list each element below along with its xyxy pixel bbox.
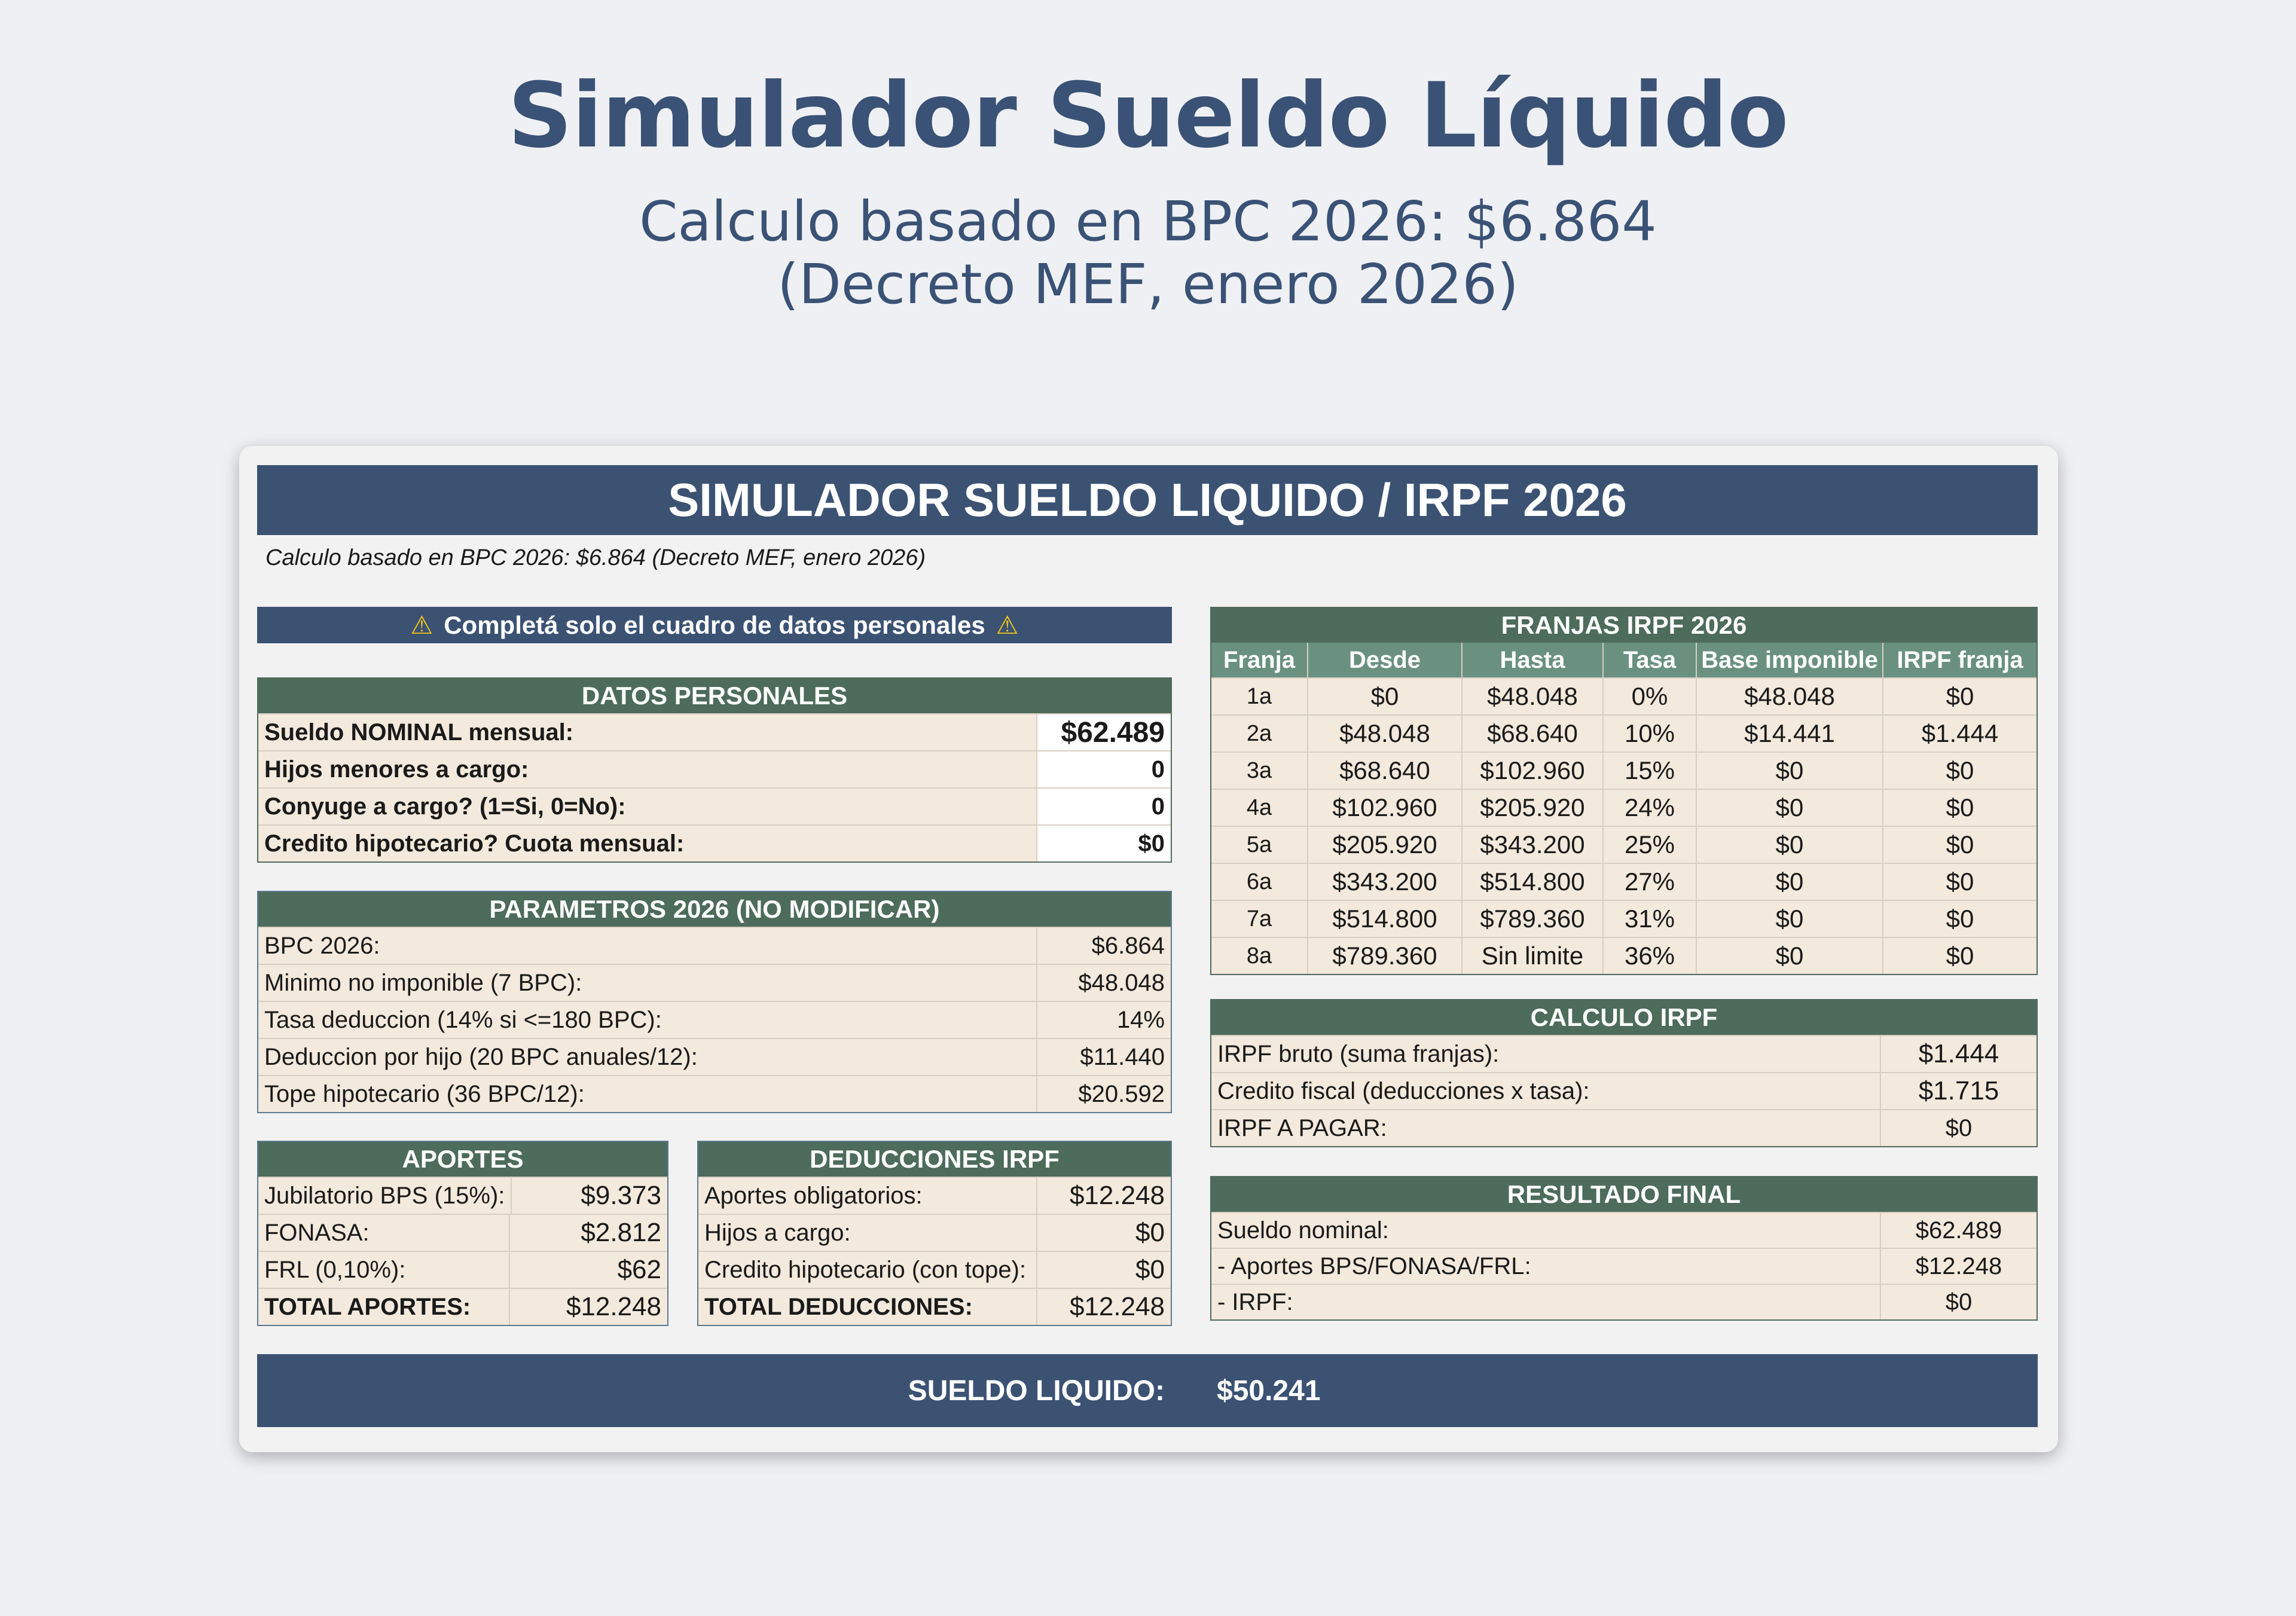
row-label: IRPF bruto (suma franjas): xyxy=(1217,1040,1500,1067)
row-value: $12.248 xyxy=(1880,1249,2037,1284)
page-subtitle-line2: (Decreto MEF, enero 2026) xyxy=(777,252,1519,316)
table-row xyxy=(258,750,1171,787)
franjas-section xyxy=(1210,607,2038,975)
row-value: $1.715 xyxy=(1880,1073,2037,1109)
franja-cell: $48.048 xyxy=(1696,679,1882,714)
table-row xyxy=(258,1001,1171,1038)
franja-cell: $102.960 xyxy=(1461,753,1602,789)
row-label: TOTAL DEDUCCIONES: xyxy=(704,1293,973,1320)
table-row xyxy=(1211,1284,2037,1319)
franja-cell: 2a xyxy=(1246,720,1272,746)
franja-cell: 27% xyxy=(1602,864,1696,900)
column-header: IRPF franja xyxy=(1882,643,2037,677)
franja-cell: $0 xyxy=(1882,827,2037,863)
row-label: Hijos a cargo: xyxy=(704,1219,851,1246)
parametros-title: PARAMETROS 2026 (NO MODIFICAR) xyxy=(258,892,1171,927)
franja-cell: 4a xyxy=(1246,795,1272,820)
datos-personales-section xyxy=(257,677,1172,863)
franja-cell: $68.640 xyxy=(1461,716,1602,752)
table-row xyxy=(1211,1212,2037,1248)
franja-cell: $205.920 xyxy=(1307,827,1461,863)
row-value: $2.812 xyxy=(509,1215,667,1251)
table-row xyxy=(258,1288,667,1325)
column-header: Hasta xyxy=(1461,643,1602,677)
franjas-title: FRANJAS IRPF 2026 xyxy=(1211,608,2037,643)
row-label: Credito hipotecario (con tope): xyxy=(704,1256,1027,1283)
warning-banner xyxy=(257,607,1172,643)
row-value: $12.248 xyxy=(1036,1289,1171,1325)
franja-row xyxy=(1211,826,2037,863)
warning-icon: ⚠ xyxy=(996,611,1019,639)
franja-cell: $514.800 xyxy=(1307,901,1461,937)
franja-cell: 15% xyxy=(1602,753,1696,789)
franja-cell: $102.960 xyxy=(1307,790,1461,826)
table-row xyxy=(1211,1035,2037,1072)
aportes-title: APORTES xyxy=(258,1142,667,1177)
column-header: Desde xyxy=(1307,643,1461,677)
franja-cell: $0 xyxy=(1882,864,2037,900)
franja-row xyxy=(1211,752,2037,789)
franja-cell: $0 xyxy=(1882,938,2037,974)
row-value: $0 xyxy=(1880,1285,2037,1319)
row-label: BPC 2026: xyxy=(264,932,380,959)
row-value: $48.048 xyxy=(1036,965,1171,1001)
franja-cell: $48.048 xyxy=(1461,679,1602,714)
calculo-irpf-section xyxy=(1210,999,2038,1147)
franja-row xyxy=(1211,937,2037,974)
row-label: - Aportes BPS/FONASA/FRL: xyxy=(1217,1253,1531,1279)
franja-cell: 6a xyxy=(1246,869,1272,894)
row-label: FONASA: xyxy=(264,1219,370,1246)
franja-cell: $68.640 xyxy=(1307,753,1461,789)
franja-cell: $343.200 xyxy=(1461,827,1602,863)
calculo-irpf-title: CALCULO IRPF xyxy=(1211,1000,2037,1035)
franja-cell: $0 xyxy=(1307,679,1461,714)
franjas-body xyxy=(1211,677,2037,974)
franja-cell: 3a xyxy=(1246,757,1272,783)
row-value: $12.248 xyxy=(509,1289,667,1325)
row-value: $20.592 xyxy=(1036,1076,1171,1112)
table-row xyxy=(698,1177,1171,1214)
franja-cell: $0 xyxy=(1696,938,1882,974)
row-value: $0 xyxy=(1036,1215,1171,1251)
row-label: Sueldo NOMINAL mensual: xyxy=(264,719,574,746)
row-label: Aportes obligatorios: xyxy=(704,1182,923,1209)
sueldo-nominal-input[interactable]: $62.489 xyxy=(1036,714,1171,750)
row-value: $11.440 xyxy=(1036,1039,1171,1075)
franja-row xyxy=(1211,900,2037,937)
warning-icon: ⚠ xyxy=(410,611,433,639)
sheet-note: Calculo basado en BPC 2026: $6.864 (Decreto MEF, enero 2026) xyxy=(265,545,926,570)
franja-cell: Sin limite xyxy=(1461,938,1602,974)
franja-cell: $0 xyxy=(1882,790,2037,826)
row-value: $62 xyxy=(509,1252,667,1288)
row-label: - IRPF: xyxy=(1217,1288,1293,1315)
franja-cell: 8a xyxy=(1246,943,1272,969)
row-label: Credito fiscal (deducciones x tasa): xyxy=(1217,1077,1590,1104)
row-label: IRPF A PAGAR: xyxy=(1217,1114,1387,1141)
row-value: $0 xyxy=(1036,1252,1171,1288)
row-label: Sueldo nominal: xyxy=(1217,1217,1389,1244)
hipotecario-input[interactable]: $0 xyxy=(1036,826,1171,862)
row-value: $0 xyxy=(1880,1110,2037,1146)
row-value: 14% xyxy=(1036,1002,1171,1038)
franja-row xyxy=(1211,714,2037,752)
franja-cell: $0 xyxy=(1882,753,2037,789)
franja-cell: 36% xyxy=(1602,938,1696,974)
table-row xyxy=(1211,1248,2037,1284)
franja-cell: $0 xyxy=(1696,827,1882,863)
franja-cell: 25% xyxy=(1602,827,1696,863)
row-value: $1.444 xyxy=(1880,1036,2037,1072)
table-row xyxy=(258,824,1171,862)
row-value: $9.373 xyxy=(511,1178,667,1214)
franja-cell: 31% xyxy=(1602,901,1696,937)
franja-row xyxy=(1211,863,2037,900)
row-label: Credito hipotecario? Cuota mensual: xyxy=(264,830,685,857)
franja-row xyxy=(1211,677,2037,714)
table-row xyxy=(698,1214,1171,1251)
table-row xyxy=(1211,1072,2037,1109)
row-label: Conyuge a cargo? (1=Si, 0=No): xyxy=(264,793,626,820)
franja-cell: $789.360 xyxy=(1307,938,1461,974)
franja-cell: $14.441 xyxy=(1696,716,1882,752)
row-label: Jubilatorio BPS (15%): xyxy=(264,1182,505,1209)
franja-cell: $0 xyxy=(1882,679,2037,714)
table-row xyxy=(258,927,1171,964)
deducciones-section xyxy=(697,1141,1172,1326)
page-title: Simulador Sueldo Líquido xyxy=(508,64,1788,168)
table-row xyxy=(1211,1109,2037,1146)
row-label: Hijos menores a cargo: xyxy=(264,756,529,783)
franjas-header-row xyxy=(1211,643,2037,677)
sueldo-liquido-label: SUELDO LIQUIDO: xyxy=(908,1374,1165,1407)
franja-cell: $0 xyxy=(1696,753,1882,789)
table-row xyxy=(698,1251,1171,1288)
aportes-section xyxy=(257,1141,668,1326)
franja-cell: $205.920 xyxy=(1461,790,1602,826)
datos-personales-title: DATOS PERSONALES xyxy=(258,679,1171,713)
table-row xyxy=(258,787,1171,824)
franja-cell: $0 xyxy=(1696,901,1882,937)
franja-cell: 0% xyxy=(1602,679,1696,714)
franja-cell: $1.444 xyxy=(1882,716,2037,752)
franja-cell: $0 xyxy=(1696,790,1882,826)
franja-cell: 24% xyxy=(1602,790,1696,826)
table-row xyxy=(258,1177,667,1214)
franja-cell: 5a xyxy=(1246,832,1272,857)
table-row xyxy=(258,964,1171,1001)
table-row xyxy=(258,1214,667,1251)
franja-cell: $48.048 xyxy=(1307,716,1461,752)
franja-row xyxy=(1211,789,2037,826)
row-label: FRL (0,10%): xyxy=(264,1256,406,1283)
column-header: Base imponible xyxy=(1696,643,1882,677)
franja-cell: 7a xyxy=(1246,906,1272,931)
franja-cell: $0 xyxy=(1696,864,1882,900)
parametros-section xyxy=(257,891,1172,1113)
franja-cell: $343.200 xyxy=(1307,864,1461,900)
conyuge-input[interactable]: 0 xyxy=(1036,789,1171,824)
franja-cell: 1a xyxy=(1246,683,1272,709)
row-value: $62.489 xyxy=(1880,1213,2037,1248)
table-row xyxy=(258,1075,1171,1112)
column-header: Tasa xyxy=(1602,643,1696,677)
row-label: Tasa deduccion (14% si <=180 BPC): xyxy=(264,1006,662,1033)
sheet-header: SIMULADOR SUELDO LIQUIDO / IRPF 2026 xyxy=(257,465,2038,535)
page-subtitle-line1: Calculo basado en BPC 2026: $6.864 xyxy=(639,190,1657,253)
row-value: $6.864 xyxy=(1036,928,1171,964)
row-label: Minimo no imponible (7 BPC): xyxy=(264,969,582,996)
row-label: Deduccion por hijo (20 BPC anuales/12): xyxy=(264,1043,698,1070)
sueldo-liquido-value: $50.241 xyxy=(1217,1374,1321,1407)
column-header: Franja xyxy=(1223,646,1296,673)
deducciones-title: DEDUCCIONES IRPF xyxy=(698,1142,1171,1177)
franja-cell: $0 xyxy=(1882,901,2037,937)
row-value: $12.248 xyxy=(1036,1178,1171,1214)
resultado-title: RESULTADO FINAL xyxy=(1211,1177,2037,1212)
hijos-input[interactable]: 0 xyxy=(1036,752,1171,787)
table-row xyxy=(698,1288,1171,1325)
resultado-section xyxy=(1210,1176,2038,1321)
sueldo-liquido-bar xyxy=(257,1354,2038,1427)
franja-cell: $514.800 xyxy=(1461,864,1602,900)
table-row xyxy=(258,1038,1171,1075)
franja-cell: 10% xyxy=(1602,716,1696,752)
table-row xyxy=(258,713,1171,750)
table-row xyxy=(258,1251,667,1288)
row-label: TOTAL APORTES: xyxy=(264,1293,471,1320)
franja-cell: $789.360 xyxy=(1461,901,1602,937)
row-label: Tope hipotecario (36 BPC/12): xyxy=(264,1080,585,1107)
warning-text: Completá solo el cuadro de datos personales xyxy=(444,610,985,639)
